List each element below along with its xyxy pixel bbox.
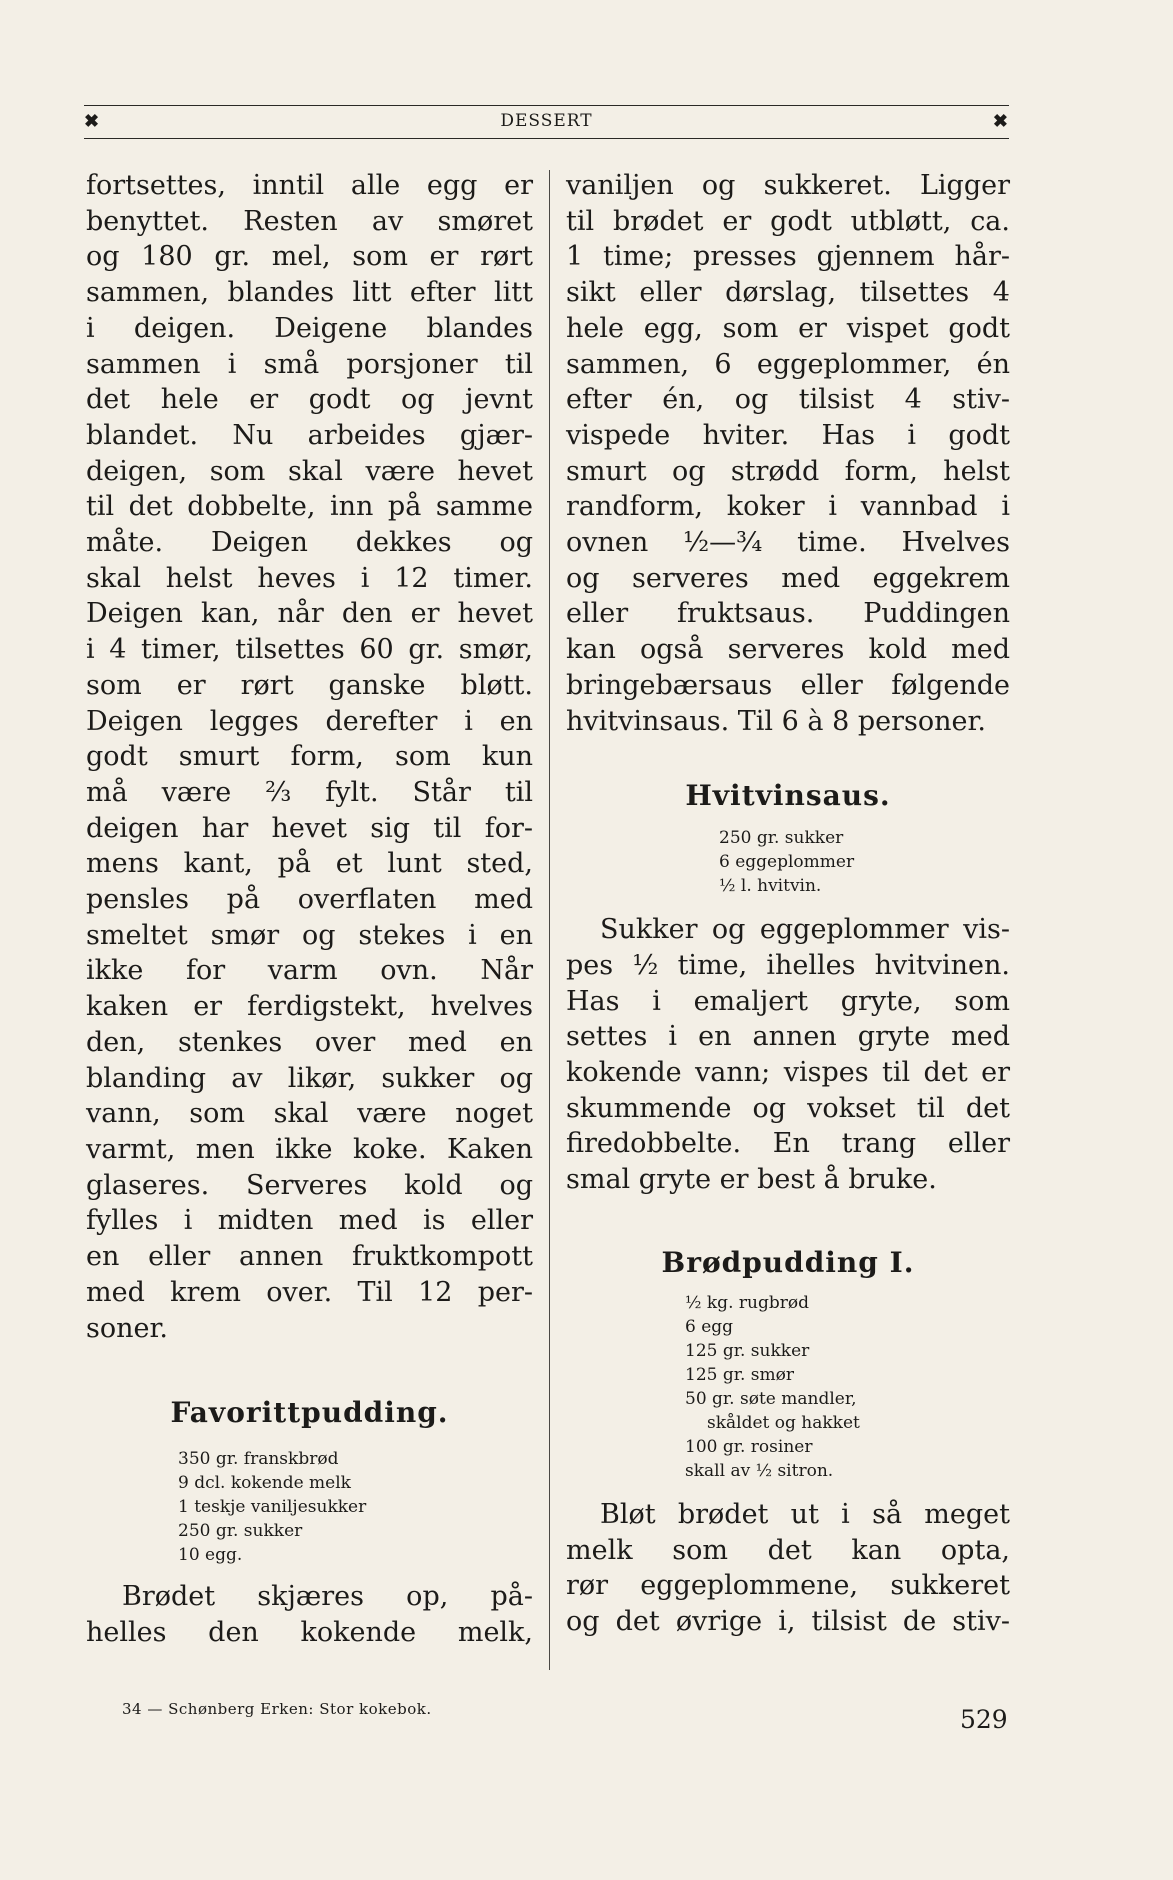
text-line: bringebærsaus eller følgende: [566, 669, 1010, 701]
text-line: hele egg, som er vispet godt: [566, 312, 1010, 344]
ingredient-item: 6 egg: [685, 1316, 734, 1337]
ingredient-item: 10 egg.: [178, 1545, 243, 1566]
printer-signature: 34 — Schønberg Erken: Stor kokebok.: [122, 1700, 432, 1718]
text-line: fylles i midten med is eller: [86, 1205, 533, 1237]
ingredient-item: skall av ½ sitron.: [685, 1460, 834, 1481]
text-line: til det dobbelte, inn på samme: [86, 491, 533, 523]
text-line: deigen, som skal være hevet: [86, 455, 533, 487]
ingredient-list-hvitvinsaus: [719, 826, 1010, 898]
text-line: må være ⅔ fylt. Står til: [86, 776, 533, 808]
recipe-heading-favorittpudding: Favorittpudding.: [170, 1396, 449, 1430]
text-line: deigen har hevet sig til for-: [86, 812, 533, 844]
ingredient-item: 6 eggeplommer: [719, 852, 855, 873]
column-divider: [549, 170, 550, 1670]
hvitvinsaus-method: [566, 912, 1010, 1198]
text-line: smeltet smør og stekes i en: [86, 919, 533, 951]
text-line: og 180 gr. mel, som er rørt: [86, 241, 533, 273]
text-line: smal gryte er best å bruke.: [566, 1164, 937, 1196]
text-line: pensles på overflaten med: [86, 884, 533, 916]
ingredient-item: ½ kg. rugbrød: [685, 1292, 809, 1313]
ingredient-list-brodpudding: [685, 1291, 1010, 1483]
text-line: og det øvrige i, tilsist de stiv-: [566, 1605, 1010, 1637]
text-line: firedobbelte. En trang eller: [566, 1128, 1010, 1160]
text-line: ovnen ½—¾ time. Hvelves: [566, 527, 1010, 559]
text-line: soner.: [86, 1312, 169, 1344]
text-line: med krem over. Til 12 per-: [86, 1276, 533, 1308]
text-line: kan også serveres kold med: [566, 634, 1010, 666]
text-line: glaseres. Serveres kold og: [86, 1169, 533, 1201]
right-column: [566, 168, 1010, 1640]
text-line: kaken er ferdigstekt, hvelves: [86, 991, 533, 1023]
text-line: eller fruktsaus. Puddingen: [566, 598, 1010, 630]
text-line: sammen, 6 eggeplommer, én: [566, 348, 1010, 380]
text-line: skal helst heves i 12 timer.: [86, 562, 533, 594]
header-right-mark: ✖: [992, 110, 1009, 132]
text-line: fortsettes, inntil alle egg er: [86, 170, 533, 201]
left-intro-paragraph: [86, 168, 533, 1346]
ingredient-item: 125 gr. smør: [685, 1364, 795, 1385]
text-line: Bløt brødet ut i så meget: [600, 1498, 1010, 1530]
ingredient-item: 100 gr. rosiner: [685, 1436, 813, 1457]
text-line: den, stenkes over med en: [86, 1026, 533, 1058]
text-line: Brødet skjæres op, på-: [122, 1581, 533, 1613]
text-line: godt smurt form, som kun: [86, 741, 533, 773]
running-head: [84, 108, 1009, 134]
text-line: sikt eller dørslag, tilsettes 4: [566, 277, 1010, 309]
recipe-heading-brodpudding: Brødpudding I.: [661, 1245, 915, 1279]
text-line: settes i en annen gryte med: [566, 1021, 1010, 1053]
text-line: randform, koker i vannbad i: [566, 491, 1010, 523]
text-line: til brødet er godt utbløtt, ca.: [566, 205, 1010, 237]
text-line: 1 time; presses gjennem hår-: [566, 241, 1010, 273]
text-line: Has i emaljert gryte, som: [566, 985, 1010, 1017]
ingredient-item: 9 dcl. kokende melk: [178, 1473, 351, 1494]
text-line: i 4 timer, tilsettes 60 gr. smør,: [86, 634, 533, 666]
header-rule-bottom: [84, 138, 1009, 139]
text-line: mens kant, på et lunt sted,: [86, 848, 533, 880]
text-line: blandet. Nu arbeides gjær-: [86, 419, 533, 451]
text-line: skummende og vokset til det: [566, 1092, 1010, 1124]
text-line: sammen, blandes litt efter litt: [86, 277, 533, 309]
brodpudding-method: [566, 1497, 1010, 1640]
text-line: Deigen kan, når den er hevet: [86, 598, 533, 630]
ingredient-item: 350 gr. franskbrød: [178, 1449, 339, 1470]
text-line: varmt, men ikke koke. Kaken: [86, 1133, 533, 1165]
text-line: Deigen legges derefter i en: [86, 705, 533, 737]
ingredient-item: 250 gr. sukker: [178, 1521, 303, 1542]
text-line: helles den kokende melk,: [86, 1616, 533, 1648]
text-line: rør eggeplommene, sukkeret: [566, 1570, 1010, 1602]
left-column: [86, 168, 533, 1651]
text-line: melk som det kan opta,: [566, 1534, 1010, 1566]
favorittpudding-method: [86, 1579, 533, 1650]
text-line: og serveres med eggekrem: [566, 562, 1010, 594]
running-head-title: DESSERT: [500, 111, 593, 131]
text-line: ikke for varm ovn. Når: [86, 955, 533, 987]
text-line: pes ½ time, ihelles hvitvinen.: [566, 949, 1010, 981]
text-line: efter én, og tilsist 4 stiv-: [566, 384, 1010, 416]
header-rule-top: [84, 105, 1009, 106]
text-line: i deigen. Deigene blandes: [86, 312, 533, 344]
right-intro-paragraph: [566, 168, 1010, 739]
text-line: smurt og strødd form, helst: [566, 455, 1010, 487]
text-line: sammen i små porsjoner til: [86, 348, 533, 380]
text-line: måte. Deigen dekkes og: [86, 527, 533, 559]
text-line: vann, som skal være noget: [86, 1098, 533, 1130]
text-line: blanding av likør, sukker og: [86, 1062, 533, 1094]
text-line: som er rørt ganske bløtt.: [86, 669, 533, 701]
text-line: vispede hviter. Has i godt: [566, 419, 1010, 451]
page-number: 529: [960, 1705, 1008, 1734]
ingredient-item: 1 teskje vaniljesukker: [178, 1497, 367, 1518]
text-line: det hele er godt og jevnt: [86, 384, 533, 416]
ingredient-item: 250 gr. sukker: [719, 828, 844, 849]
text-line: kokende vann; vispes til det er: [566, 1057, 1010, 1089]
ingredient-item: skåldet og hakket: [707, 1412, 860, 1433]
text-line: vaniljen og sukkeret. Ligger: [566, 170, 1010, 201]
ingredient-item: 125 gr. sukker: [685, 1340, 810, 1361]
text-line: hvitvinsaus. Til 6 à 8 personer.: [566, 705, 987, 737]
header-left-mark: ✖: [84, 110, 101, 132]
text-line: Sukker og eggeplommer vis-: [600, 914, 1010, 946]
ingredient-item: ½ l. hvitvin.: [719, 876, 822, 897]
text-line: en eller annen fruktkompott: [86, 1241, 533, 1273]
ingredient-item: 50 gr. søte mandler,: [685, 1388, 857, 1409]
ingredient-list-favorittpudding: [178, 1447, 533, 1567]
text-line: benyttet. Resten av smøret: [86, 205, 533, 237]
recipe-heading-hvitvinsaus: Hvitvinsaus.: [685, 779, 891, 813]
